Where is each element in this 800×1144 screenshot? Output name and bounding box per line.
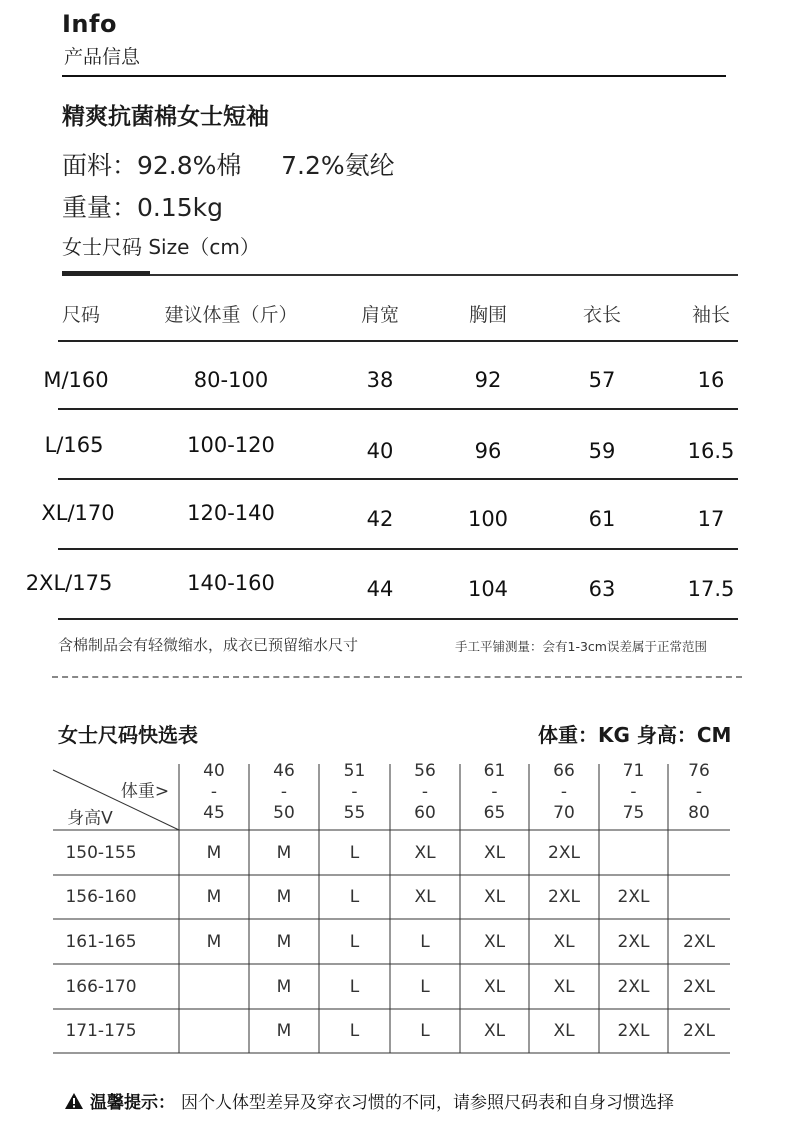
size-label-cell: L/165 <box>44 433 104 457</box>
weight-range-header: 50 <box>273 803 295 823</box>
size-label-cell: 2XL/175 <box>25 571 113 595</box>
size-recommendation-cell: L <box>420 931 430 952</box>
size-recommendation-cell: L <box>349 1021 360 1041</box>
size-value-cell: 120-140 <box>187 501 275 525</box>
size-recommendation-cell: L <box>349 887 360 907</box>
weight-range-header: 46 <box>273 761 295 781</box>
weight-range-header: - <box>630 782 637 802</box>
weight-range-header: 80 <box>688 803 710 823</box>
size-value-cell: 80-100 <box>193 368 269 392</box>
warning-triangle-icon <box>64 1092 84 1110</box>
size-recommendation-cell: M <box>276 976 292 997</box>
size-value-cell: 16.5 <box>687 439 735 463</box>
size-recommendation-cell: L <box>349 842 360 863</box>
measure-note: 手工平铺测量：会有1-3cm误差属于正常范围 <box>455 639 707 654</box>
warning-note <box>64 1088 674 1113</box>
size-header-4: 衣长 <box>582 304 622 326</box>
size-value-cell: 17 <box>697 507 725 531</box>
size-value-cell: 42 <box>366 507 394 531</box>
size-value-cell: 17.5 <box>687 577 735 601</box>
weight-range-header: - <box>210 782 218 802</box>
size-label-cell: XL/170 <box>41 501 115 525</box>
size-recommendation-cell: 2XL <box>617 976 650 997</box>
size-value-cell: 92 <box>474 368 502 392</box>
height-row-label: 150-155 <box>65 842 137 863</box>
quick-select-title: 女士尺码快选表 <box>58 723 198 747</box>
section-title: Info <box>62 10 117 38</box>
size-recommendation-cell: 2XL <box>548 887 580 907</box>
size-recommendation-cell: XL <box>553 931 575 952</box>
size-recommendation-cell: 2XL <box>683 1021 715 1041</box>
weight-range-header: 66 <box>553 761 575 781</box>
size-recommendation-cell: 2XL <box>683 931 715 952</box>
weight-range-header: - <box>280 782 288 802</box>
size-recommendation-cell: M <box>276 1021 292 1041</box>
size-recommendation-cell: XL <box>414 842 436 863</box>
corner-height-label: 身高V <box>67 808 113 829</box>
size-header-5: 袖长 <box>691 304 731 326</box>
size-recommendation-cell: L <box>349 931 360 952</box>
size-recommendation-cell: 2XL <box>617 931 650 952</box>
weight-range-header: - <box>351 782 358 802</box>
weight-range-header: - <box>560 782 568 802</box>
size-header-0: 尺码 <box>61 304 101 326</box>
size-value-cell: 16 <box>697 368 725 392</box>
size-recommendation-cell: M <box>206 842 222 863</box>
weight-range-header: 71 <box>622 761 645 781</box>
weight-range-header: 70 <box>553 803 575 823</box>
weight-range-header: - <box>491 782 498 802</box>
size-value-cell: 140-160 <box>187 571 275 595</box>
product-name: 精爽抗菌棉女士短袖 <box>62 104 269 130</box>
size-value-cell: 63 <box>588 577 616 601</box>
weight-range-header: 75 <box>622 803 645 823</box>
size-recommendation-cell: XL <box>553 976 575 997</box>
size-recommendation-cell: L <box>420 976 430 997</box>
fabric-spec: 面料：92.8%棉 7.2%氨纶 <box>62 151 395 180</box>
size-recommendation-cell: XL <box>483 931 506 952</box>
size-value-cell: 40 <box>366 439 394 463</box>
size-recommendation-cell: 2XL <box>683 976 715 997</box>
height-row-label: 156-160 <box>65 887 137 907</box>
size-value-cell: 57 <box>588 368 616 392</box>
shrink-note: 含棉制品会有轻微缩水，成衣已预留缩水尺寸 <box>58 636 359 654</box>
height-row-label: 171-175 <box>65 1021 137 1041</box>
size-recommendation-cell: XL <box>414 887 436 907</box>
corner-weight-label: 体重> <box>120 781 170 802</box>
quick-select-units: 体重：KG 身高：CM <box>538 723 732 747</box>
weight-spec: 重量：0.15kg <box>62 193 224 222</box>
weight-range-header: - <box>421 782 429 802</box>
size-recommendation-cell: M <box>276 887 292 907</box>
size-value-cell: 61 <box>588 507 616 531</box>
height-row-label: 166-170 <box>65 976 137 997</box>
size-recommendation-cell: XL <box>483 1021 506 1041</box>
size-value-cell: 44 <box>366 577 394 601</box>
weight-range-header: 61 <box>483 761 506 781</box>
weight-range-header: - <box>695 782 703 802</box>
size-recommendation-cell: 2XL <box>617 887 650 907</box>
size-header-1: 建议体重（斤） <box>164 304 298 326</box>
weight-range-header: 40 <box>203 761 225 781</box>
size-recommendation-cell: M <box>206 931 222 952</box>
size-recommendation-cell: 2XL <box>548 842 580 863</box>
warning-label: 温馨提示： <box>90 1093 175 1113</box>
section-subtitle: 产品信息 <box>64 46 141 68</box>
size-recommendation-cell: XL <box>553 1021 575 1041</box>
weight-range-header: 60 <box>414 803 436 823</box>
size-recommendation-cell: XL <box>483 887 506 907</box>
size-recommendation-cell: XL <box>483 842 506 863</box>
weight-range-header: 55 <box>343 803 366 823</box>
weight-range-header: 51 <box>343 761 366 781</box>
size-value-cell: 100 <box>467 507 509 531</box>
size-header-2: 肩宽 <box>360 304 400 326</box>
size-header-3: 胸围 <box>468 304 508 326</box>
size-value-cell: 104 <box>467 577 509 601</box>
size-recommendation-cell: M <box>276 931 292 952</box>
size-value-cell: 100-120 <box>187 433 275 457</box>
size-recommendation-cell: M <box>276 842 292 863</box>
weight-range-header: 65 <box>483 803 506 823</box>
weight-range-header: 45 <box>203 803 225 823</box>
weight-range-header: 76 <box>688 761 710 781</box>
weight-range-header: 56 <box>414 761 436 781</box>
size-recommendation-cell: 2XL <box>617 1021 650 1041</box>
size-recommendation-cell: XL <box>483 976 506 997</box>
size-value-cell: 38 <box>366 368 394 392</box>
size-table-title: 女士尺码 Size（cm） <box>62 235 260 259</box>
size-value-cell: 96 <box>474 439 502 463</box>
size-value-cell: 59 <box>588 439 616 463</box>
size-recommendation-cell: M <box>206 887 222 907</box>
height-row-label: 161-165 <box>65 931 137 952</box>
size-recommendation-cell: L <box>420 1021 430 1041</box>
size-recommendation-cell: L <box>349 976 360 997</box>
size-label-cell: M/160 <box>43 368 109 392</box>
warning-text: 因个人体型差异及穿衣习惯的不同，请参照尺码表和自身习惯选择 <box>181 1093 674 1113</box>
